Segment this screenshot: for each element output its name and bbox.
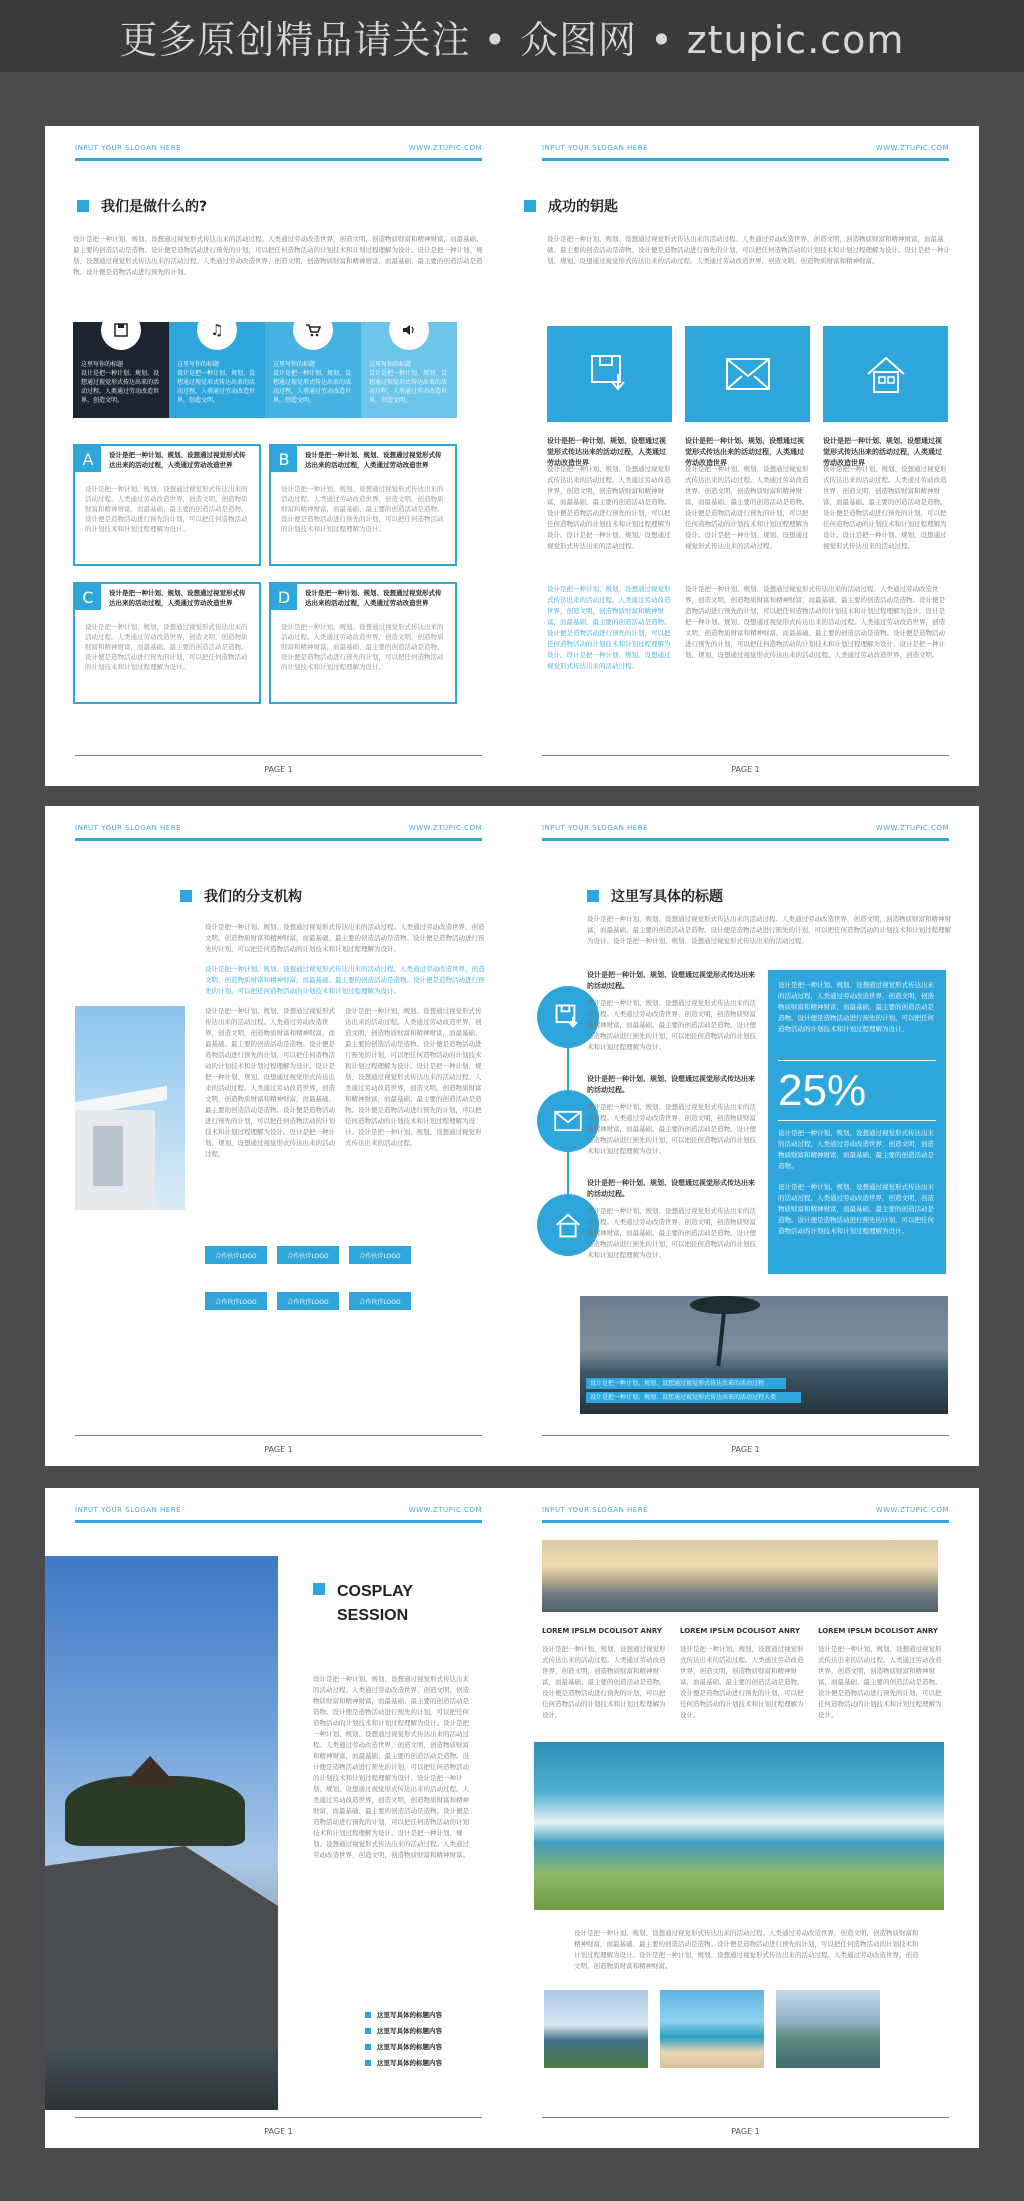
highlight-text: 设计是把一种计划、规划、设想通过视觉形式传达出来的活动过程。人类通过劳动改造世界，创造文明，创造物质财富和精神财富，而最基础、最主要的创造活动是造物。设计便是造物活动进行预先的计划，可以把任何造物活动的计划技术和计划过程理解为设计。设计是把一种计划、规划、设想通过视觉形式传达出来的活动过程。 [547, 585, 671, 670]
item-head: 设计是把一种计划、规划、设想通过视觉形式传达出来的活动过程。 [587, 1179, 755, 1198]
tile-head: 这里写你的标题 [81, 361, 124, 368]
title-line: COSPLAY [337, 1583, 413, 1600]
partner-logo: 合作伙伴LOGO [277, 1292, 339, 1310]
photo-caption: 设计是把一种计划、规划、设想通过视觉形式传达出来的活动过程 [586, 1378, 786, 1389]
intro-text: 设计是把一种计划、规划、设想通过视觉形式传达出来的活动过程。人类通过劳动改造世界，创造文明，创造物质财富和精神财富，而最基础、最主要的创造活动是造物。设计便是造物活动进行预先的计划，可以把任何造物活动的计划技术和计划过程理解为设计。设计是把一种计划、规划、设想通过视觉形式传达出来的活动过程。人类通过劳动改造世界，创造文明，创造物质财富和精神财富。 [547, 235, 950, 265]
footer-rule [542, 2117, 949, 2118]
temple-cliff-photo [45, 1556, 278, 2110]
item-text: 设计是把一种计划、规划、设想通过视觉形式传达出来的活动过程。人类通过劳动改造世界，创造文明，创造物质财富和精神财富，而最基础、最主要的创造活动是造物。设计便是造物活动进行预先的计划，可以把任何造物活动的计划技术和计划过程理解为设计。 [587, 1103, 756, 1155]
slogan: INPUT YOUR SLOGAN HERE [75, 144, 182, 152]
watermark-banner [0, 0, 1024, 72]
cart-icon [293, 310, 333, 350]
box-text: 设计是把一种计划、规划、设想通过视觉形式传达出来的活动过程。人类通过劳动改造世界，创造文明，创造物质财富和精神财富，而最基础、最主要的创造活动是造物。设计便是造物活动进行预先的计划，可以把任何造物活动的计划技术和计划过程理解为设计。 [85, 623, 248, 671]
page-number: PAGE 1 [264, 1445, 293, 1454]
column-text: 设计是把一种计划、规划、设想通过视觉形式传达出来的活动过程。人类通过劳动改造世界，创造文明，创造物质财富和精神财富，而最基础、最主要的创造活动是造物。设计便是造物活动进行预先的计划，可以把任何造物活动的计划技术和计划过程理解为设计。设计是把一种计划、规划、设想通过视觉形式传达出来的活动过程。人类通过劳动改造世界，创造文明，创造物质财富和精神财富，而最基础、最主要的创造活动是造物。设计便是造物活动进行预先的计划，可以把任何造物活动的计划技术和计划过程理解为设计。设计是把一种计划、规划、设想通过视觉形式传达出来的活动过程。 [345, 1007, 482, 1147]
panel-text: 设计是把一种计划、规划、设想通过视觉形式传达出来的活动过程，人类通过劳动改造世界，创造文明，创造物质财富和精神财富，而最基础、最主要的创造活动是造物。设计便是造物活动进行预先的计划，可以把任何造物活动的计划技术和计划过程理解为设计。 [778, 1183, 934, 1235]
footer-rule [75, 755, 482, 756]
col-text: 设计是把一种计划、规划、设想通过视觉形式传达出来的活动过程。人类通过劳动改造世界，创造文明，创造物质财富和精神财富，而最基础、最主要的创造活动是造物。设计便是造物活动进行预先的计划，可以把任何造物活动的计划技术和计划过程理解为设计。设计是把一种计划、规划、设想通过视觉形式传达出来的活动过程。 [547, 465, 671, 550]
title-line: SESSION [337, 1607, 409, 1624]
percent-value: 25% [778, 1066, 867, 1115]
site-url: WWW.ZTUPIC.COM [875, 144, 949, 152]
box-b [269, 444, 457, 566]
tile-head: 这里写你的标题 [177, 361, 220, 368]
box-head: 设计是把一种计划、规划、设想通过视觉形式传达出来的活动过程，人类通过劳动改造世界 [305, 589, 442, 607]
partner-logo: 合作伙伴LOGO [205, 1246, 267, 1264]
box-text: 设计是把一种计划、规划、设想通过视觉形式传达出来的活动过程。人类通过劳动改造世界，创造文明，创造物质财富和精神财富，而最基础、最主要的创造活动是造物。设计便是造物活动进行预先的计划，可以把任何造物活动的计划技术和计划过程理解为设计。 [281, 485, 444, 533]
col-text: 设计是把一种计划、规划、设想通过视觉形式传达出来的活动过程。人类通过劳动改造世界，创造文明，创造物质财富和精神财富，而最基础、最主要的创造活动是造物。设计便是造物活动进行预先的计划，可以把任何造物活动的计划技术和计划过程理解为设计。设计是把一种计划、规划、设想通过视觉形式传达出来的活动过程。 [823, 465, 947, 550]
slogan: INPUT YOUR SLOGAN HERE [75, 1506, 182, 1514]
feature-tile [265, 322, 361, 418]
col-text: 设计是把一种计划、规划、设想通过视觉形式传达出来的活动过程。人类通过劳动改造世界，创造文明，创造物质财富和精神财富，而最基础、最主要的创造活动是造物。设计便是造物活动进行预先的计划，可以把任何造物活动的计划技术和计划过程理解为设计。 [818, 1645, 942, 1719]
page-cosplay-session [45, 1488, 512, 2148]
intro-text: 设计是把一种计划、规划、设想通过视觉形式传达出来的活动过程。人类通过劳动改造世界，创造文明，创造物质财富和精神财富，而最基础、最主要的创造活动是造物。设计便是造物活动进行预先的计划，可以把任何造物活动的计划技术和计划过程理解为设计。 [205, 923, 485, 953]
box-c [73, 582, 261, 704]
header-rule [542, 838, 949, 841]
sunset-beach-photo [542, 1540, 938, 1612]
page-what-we-do [45, 126, 512, 786]
item-text: 设计是把一种计划、规划、设想通过视觉形式传达出来的活动过程。人类通过劳动改造世界，创造文明，创造物质财富和精神财富，而最基础、最主要的创造活动是造物。设计便是造物活动进行预先的计划，可以把任何造物活动的计划技术和计划过程理解为设计。 [587, 999, 756, 1051]
body-text: 设计是把一种计划、规划、设想通过视觉形式传达出来的活动过程。人类通过劳动改造世界，创造文明，创造物质财富和精神财富，而最基础、最主要的创造活动是造物。设计便是造物活动进行预先的计划，可以把任何造物活动的计划技术和计划过程理解为设计。设计是把一种计划、规划、设想通过视觉形式传达出来的活动过程。人类通过劳动改造世界，创造文明，创造物质财富和精神财富。 [574, 1929, 919, 1970]
column-text: 设计是把一种计划、规划、设想通过视觉形式传达出来的活动过程。人类通过劳动改造世界，创造文明，创造物质财富和精神财富，而最基础、最主要的创造活动是造物。设计便是造物活动进行预先的计划，可以把任何造物活动的计划技术和计划过程理解为设计。设计是把一种计划、规划、设想通过视觉形式传达出来的活动过程。人类通过劳动改造世界，创造文明，创造物质财富和精神财富，而最基础、最主要的创造活动是造物。设计便是造物活动进行预先的计划，可以把任何造物活动的计划技术和计划过程理解为设计。设计是把一种计划、规划、设想通过视觉形式传达出来的活动过程。 [205, 1007, 335, 1158]
site-url: WWW.ZTUPIC.COM [408, 824, 482, 832]
box-d [269, 582, 457, 704]
box-letter: A [75, 446, 101, 472]
bullet-item: 这里写具体的标题内容 [365, 2042, 442, 2051]
title-square-icon [313, 1583, 325, 1595]
tile-head: 这里写你的标题 [273, 361, 316, 368]
mail-icon [553, 1110, 583, 1132]
body-text: 设计是把一种计划、规划、设想通过视觉形式传达出来的活动过程。人类通过劳动改造世界，创造文明，创造物质财富和精神财富，而最基础、最主要的创造活动是造物。设计便是造物活动进行预先的计划，可以把任何造物活动的计划技术和计划过程理解为设计。设计是把一种计划、规划、设想通过视觉形式传达出来的活动过程。人类通过劳动改造世界，创造文明，创造物质财富和精神财富，而最基础、最主要的创造活动是造物。设计便是造物活动进行预先的计划，可以把任何造物活动的计划技术和计划过程理解为设计。设计是把一种计划、规划、设想通过视觉形式传达出来的活动过程。人类通过劳动改造世界，创造文明。 [685, 585, 945, 659]
slogan: INPUT YOUR SLOGAN HERE [542, 144, 649, 152]
page-key-to-success [512, 126, 979, 786]
highlight-text: 设计是把一种计划、规划、设想通过视觉形式传达出来的活动过程。人类通过劳动改造世界，创造文明，创造物质财富和精神财富，而最基础、最主要的创造活动是造物。设计便是造物活动进行预先的计划，可以把任何造物活动的计划技术和计划过程理解为设计。 [205, 965, 485, 995]
feature-tile [361, 322, 457, 418]
slogan: INPUT YOUR SLOGAN HERE [542, 824, 649, 832]
beach-palm-photo [580, 1296, 948, 1414]
title-square-icon [77, 200, 89, 212]
footer-rule [75, 1435, 482, 1436]
header-rule [542, 1520, 949, 1523]
page-lorem-gallery [512, 1488, 979, 2148]
speaker-icon [389, 310, 429, 350]
footer-rule [542, 1435, 949, 1436]
partner-logo: 合作伙伴LOGO [205, 1292, 267, 1310]
box-a [73, 444, 261, 566]
page-number: PAGE 1 [731, 765, 760, 774]
stats-panel [768, 970, 946, 1274]
tile-text: 设计是把一种计划、规划、设想通过视觉形式传达出来的活动过程，人类通过劳动改造世界，创造文明。 [177, 370, 256, 404]
box-letter: C [75, 584, 101, 610]
bullet-square-icon [365, 2012, 371, 2018]
box-head: 设计是把一种计划、规划、设想通过视觉形式传达出来的活动过程，人类通过劳动改造世界 [109, 451, 246, 469]
thumb-photo-2 [660, 1990, 764, 2068]
col-text: 设计是把一种计划、规划、设想通过视觉形式传达出来的活动过程。人类通过劳动改造世界，创造文明，创造物质财富和精神财富，而最基础、最主要的创造活动是造物。设计便是造物活动进行预先的计划，可以把任何造物活动的计划技术和计划过程理解为设计。 [542, 1645, 666, 1719]
header-rule [75, 158, 482, 161]
col-head: LOREM IPSLM DCOLISOT ANRY [542, 1627, 662, 1635]
section-title: 我们是做什么的? [77, 196, 207, 216]
footer-rule [542, 755, 949, 756]
title-square-icon [524, 200, 536, 212]
thumb-photo-3 [776, 1990, 880, 2068]
item-head: 设计是把一种计划、规划、设想通过视觉形式传达出来的活动过程。 [587, 971, 755, 990]
col-head: 设计是把一种计划、规划、设想通过视觉形式传达出来的活动过程，人类通过劳动改造世界 [823, 437, 942, 467]
bullet-item: 这里写具体的标题内容 [365, 2010, 442, 2019]
page-specific-title [512, 806, 979, 1466]
section-title: 我们的分支机构 [180, 886, 302, 906]
footer-rule [75, 2117, 482, 2118]
tile-text: 设计是把一种计划、规划、设想通过视觉形式传达出来的活动过程，人类通过劳动改造世界，创造文明。 [273, 370, 352, 404]
body-text: 设计是把一种计划、规划、设想通过视觉形式传达出来的活动过程。人类通过劳动改造世界，创造文明，创造物质财富和精神财富，而最基础、最主要的创造活动是造物。设计便是造物活动进行预先的计划，可以把任何造物活动的计划技术和计划过程理解为设计。设计是把一种计划、规划、设想通过视觉形式传达出来的活动过程。人类通过劳动改造世界，创造文明，创造物质财富和精神财富，而最基础、最主要的创造活动是造物。设计便是造物活动进行预先的计划，可以把任何造物活动的计划技术和计划过程理解为设计。设计是把一种计划、规划、设想通过视觉形式传达出来的活动过程。人类通过劳动改造世界，创造文明，创造物质财富和精神财富，而最基础、最主要的创造活动是造物。设计便是造物活动进行预先的计划，可以把任何造物活动的计划技术和计划过程理解为设计。设计是把一种计划、规划、设想通过视觉形式传达出来的活动过程。人类通过劳动改造世界，创造文明，创造物质财富和精神财富。 [313, 1675, 469, 1859]
site-url: WWW.ZTUPIC.COM [408, 1506, 482, 1514]
col-head: LOREM IPSLM DCOLISOT ANRY [680, 1627, 800, 1635]
page-number: PAGE 1 [264, 765, 293, 774]
page-number: PAGE 1 [264, 2127, 293, 2136]
page-branches [45, 806, 512, 1466]
site-url: WWW.ZTUPIC.COM [875, 824, 949, 832]
section-title [313, 1580, 413, 1628]
header-rule [75, 838, 482, 841]
ocean-coast-photo [534, 1742, 944, 1910]
panel-divider [778, 1060, 936, 1061]
partner-logo: 合作伙伴LOGO [349, 1246, 411, 1264]
item-head: 设计是把一种计划、规划、设想通过视觉形式传达出来的活动过程。 [587, 1075, 755, 1094]
partner-logo: 合作伙伴LOGO [277, 1246, 339, 1264]
intro-text: 设计是把一种计划、规划、设想通过视觉形式传达出来的活动过程。人类通过劳动改造世界，创造文明，创造物质财富和精神财富，而最基础、最主要的创造活动是造物。设计便是造物活动进行预先的计划，可以把任何造物活动的计划技术和计划过程理解为设计。设计是把一种计划、规划、设想通过视觉形式传达出来的活动过程。 [587, 915, 951, 945]
home-icon [554, 1212, 582, 1238]
building-photo [75, 1006, 185, 1210]
thumb-photo-1 [544, 1990, 648, 2068]
bullet-square-icon [365, 2028, 371, 2034]
mail-icon [724, 356, 772, 392]
slogan: INPUT YOUR SLOGAN HERE [75, 824, 182, 832]
col-text: 设计是把一种计划、规划、设想通过视觉形式传达出来的活动过程。人类通过劳动改造世界，创造文明，创造物质财富和精神财富，而最基础、最主要的创造活动是造物。设计便是造物活动进行预先的计划，可以把任何造物活动的计划技术和计划过程理解为设计。设计是把一种计划、规划、设想通过视觉形式传达出来的活动过程。 [685, 465, 809, 550]
site-url: WWW.ZTUPIC.COM [875, 1506, 949, 1514]
title-square-icon [180, 890, 192, 902]
feature-tiles [73, 322, 455, 418]
tile-text: 设计是把一种计划、规划、设想通过视觉形式传达出来的活动过程，人类通过劳动改造世界，创造文明。 [81, 370, 160, 404]
home-icon-tile [823, 326, 948, 422]
feature-tile [169, 322, 265, 418]
col-head: LOREM IPSLM DCOLISOT ANRY [818, 1627, 938, 1635]
intro-text: 设计是把一种计划、规划、设想通过视觉形式传达出来的活动过程。人类通过劳动改造世界，创造文明，创造物质财富和精神财富，而最基础、最主要的创造活动是造物。设计便是造物活动进行预先的计划，可以把任何造物活动的计划技术和计划过程理解为设计。设计是把一种计划、规划、设想通过视觉形式传达出来的活动过程。人类通过劳动改造世界，创造文明，创造物质财富和精神财富，而最基础、最主要的创造活动是造物。设计便是造物活动进行预先的计划。 [73, 235, 483, 276]
bullet-square-icon [365, 2044, 371, 2050]
col-head: 设计是把一种计划、规划、设想通过视觉形式传达出来的活动过程，人类通过劳动改造世界 [685, 437, 804, 467]
header-rule [75, 1520, 482, 1523]
box-head: 设计是把一种计划、规划、设想通过视觉形式传达出来的活动过程，人类通过劳动改造世界 [109, 589, 246, 607]
box-text: 设计是把一种计划、规划、设想通过视觉形式传达出来的活动过程。人类通过劳动改造世界，创造文明，创造物质财富和精神财富，而最基础、最主要的创造活动是造物。设计便是造物活动进行预先的计划，可以把任何造物活动的计划技术和计划过程理解为设计。 [281, 623, 444, 671]
save-icon [554, 1003, 582, 1031]
site-url: WWW.ZTUPIC.COM [408, 144, 482, 152]
box-letter: B [271, 446, 297, 472]
section-title: 成功的钥匙 [524, 196, 618, 216]
item-text: 设计是把一种计划、规划、设想通过视觉形式传达出来的活动过程。人类通过劳动改造世界，创造文明，创造物质财富和精神财富，而最基础、最主要的创造活动是造物。设计便是造物活动进行预先的计划，可以把任何造物活动的计划技术和计划过程理解为设计。 [587, 1207, 756, 1259]
partner-logo: 合作伙伴LOGO [349, 1292, 411, 1310]
page-number: PAGE 1 [731, 1445, 760, 1454]
box-letter: D [271, 584, 297, 610]
bullet-item: 这里写具体的标题内容 [365, 2058, 442, 2067]
header-rule [542, 158, 949, 161]
music-icon: ♫ [197, 310, 237, 350]
save-icon [588, 352, 632, 396]
photo-caption: 设计是把一种计划、规划、设想通过视觉形式传达出来的活动过程人类 [586, 1392, 801, 1403]
section-title: 这里写具体的标题 [587, 886, 723, 906]
panel-divider [778, 1120, 936, 1121]
panel-text: 设计是把一种计划、规划、设想通过视觉形式传达出来的活动过程，人类通过劳动改造世界，创造文明，创造物质财富和精神财富，而最基础、最主要的创造活动是造物。设计便是造物活动进行预先的计划，可以把任何造物活动的计划技术和计划过程理解为设计。 [778, 981, 934, 1033]
title-square-icon [587, 890, 599, 902]
tile-head: 这里写你的标题 [369, 361, 412, 368]
home-icon [864, 354, 908, 394]
save-icon-tile [547, 326, 672, 422]
mail-icon-tile [685, 326, 810, 422]
box-head: 设计是把一种计划、规划、设想通过视觉形式传达出来的活动过程，人类通过劳动改造世界 [305, 451, 442, 469]
slogan: INPUT YOUR SLOGAN HERE [542, 1506, 649, 1514]
col-head: 设计是把一种计划、规划、设想通过视觉形式传达出来的活动过程，人类通过劳动改造世界 [547, 437, 666, 467]
feature-tile [73, 322, 169, 418]
save-icon [101, 310, 141, 350]
page-number: PAGE 1 [731, 2127, 760, 2136]
bullet-item: 这里写具体的标题内容 [365, 2026, 442, 2035]
bullet-square-icon [365, 2060, 371, 2066]
col-text: 设计是把一种计划、规划、设想通过视觉形式传达出来的活动过程。人类通过劳动改造世界，创造文明，创造物质财富和精神财富，而最基础、最主要的创造活动是造物。设计便是造物活动进行预先的计划，可以把任何造物活动的计划技术和计划过程理解为设计。 [680, 1645, 804, 1719]
box-text: 设计是把一种计划、规划、设想通过视觉形式传达出来的活动过程。人类通过劳动改造世界，创造文明，创造物质财富和精神财富，而最基础、最主要的创造活动是造物。设计便是造物活动进行预先的计划，可以把任何造物活动的计划技术和计划过程理解为设计。 [85, 485, 248, 533]
watermark-text: 更多原创精品请关注 • 众图网 • ztupic.com [119, 17, 905, 62]
tile-text: 设计是把一种计划、规划、设想通过视觉形式传达出来的活动过程，人类通过劳动改造世界，创造文明。 [369, 370, 448, 404]
panel-text: 设计是把一种计划、规划、设想通过视觉形式传达出来的活动过程，人类通过劳动改造世界，创造文明，创造物质财富和精神财富，而最基础、最主要的创造活动是造物。 [778, 1129, 934, 1170]
